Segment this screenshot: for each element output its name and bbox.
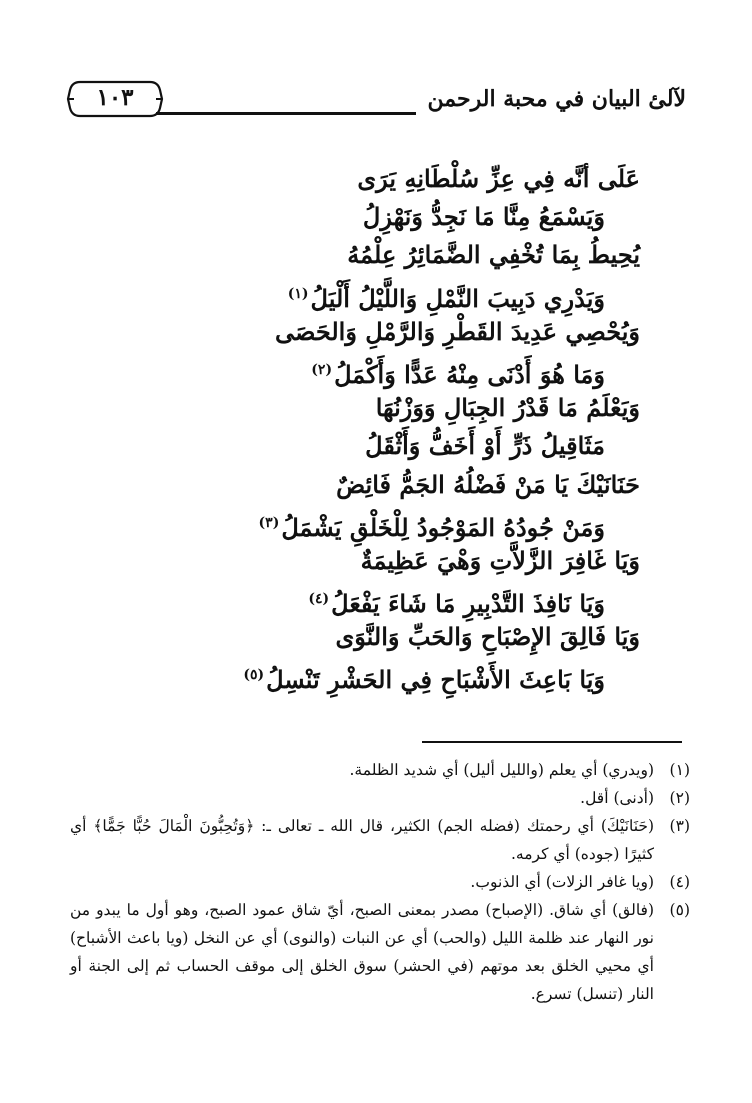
verse-hemistich-second [70,198,640,236]
verse-hemistich-second [70,580,640,618]
footnote-number: (٥) [669,901,690,919]
page-number: ١٠٣ [96,84,134,111]
hemistich-text: وَمَا هُوَ أَدْنَى مِنْهُ عَدًّا وَأَكْمَلُ [334,359,605,389]
footnote-text: (ويا غافر الزلات) أي الذنوب. [470,873,654,891]
verse-hemistich-first: وَيَا فَالِقَ الإِصْبَاحِ وَالحَبِّ وَالنَّوَى [335,622,640,652]
footnote-number: (١) [669,761,690,779]
footnote-text: (أدنى) أقل. [580,789,654,807]
verse-hemistich-first: وَيُحْصِي عَدِيدَ القَطْرِ وَالرَّمْلِ وَالحَصَى [275,316,640,346]
footnote-text: (ويدري) أي يعلم (والليل أليل) أي شديد الظلمة. [349,761,654,779]
footnote-number: (٣) [669,817,690,835]
footnote-number: (٢) [669,789,690,807]
verse-hemistich-second [70,427,640,465]
verse-hemistich-second [70,656,640,694]
footnote [70,896,690,1008]
verse-hemistich-first: وَيَعْلَمُ مَا قَدْرُ الجِبَالِ وَوَزْنُهَا [375,393,640,423]
poem [70,160,640,695]
footnote-ref: (١) [287,285,309,302]
verse-hemistich-first: يُحِيطُ بِمَا تُخْفِي الضَّمَائِرُ عِلْمُهُ [347,240,640,270]
running-header [66,78,686,128]
footnote-ref: (٣) [258,514,280,531]
hemistich-text: وَيَسْمَعُ مِنَّا مَا نَجِدُّ وَنَهْزِلُ [362,202,605,232]
footnote-ref: (٢) [311,361,333,378]
verse-hemistich-second [70,504,640,542]
verse-hemistich-first: حَنَانَيْكَ يَا مَنْ فَضْلُهُ الجَمُّ فَائِضٌ [336,469,640,499]
footnote-ref: (٥) [243,667,265,684]
verse-hemistich-first: وَيَا غَافِرَ الزَّلاَّتِ وَهْيَ عَظِيمَةٌ [360,545,640,575]
book-title: لآلئ البيان في محبة الرحمن [427,86,686,112]
verse-hemistich-second [70,275,640,313]
footnote-text: (حَنَانَيْكَ) أي رحمتك (فضله الجم) الكثير، قال الله ـ تعالى ـ: ﴿وَتُحِبُّونَ الْمَالَ حُبًّا جَمًّا﴾ أي كثيرًا (جوده) أي كرمه. [70,817,654,863]
footnote [70,868,690,896]
footnote-number: (٤) [669,873,690,891]
footnote-separator [422,741,682,743]
footnote [70,784,690,812]
hemistich-text: مَثَاقِيلُ ذَرٍّ أَوْ أَخَفُّ وَأَثْقَلُ [365,431,605,461]
hemistich-text: وَيَا نَافِذَ التَّدْبِيرِ مَا شَاءَ يَفْعَلُ [331,589,605,619]
header-rule [156,112,416,115]
hemistich-text: وَيَا بَاعِثَ الأَشْبَاحِ فِي الحَشْرِ تَنْسِلُ [266,665,605,695]
hemistich-text: وَيَدْرِي دَبِيبَ النَّمْلِ وَاللَّيْلُ أَلْيَلُ [310,283,605,313]
footnote [70,756,690,784]
verse-hemistich-first: عَلَى أنَّه فِي عِزِّ سُلْطَانِهِ يَرَى [357,164,640,193]
verse-hemistich-second [70,351,640,389]
hemistich-text: وَمَنْ جُودُهُ المَوْجُودُ لِلْخَلْقِ يَشْمَلُ [281,512,605,542]
footnote-text: (فالق) أي شاق. (الإصباح) مصدر بمعنى الصبح، أيّ شاق عمود الصبح، وهو أول ما يبدو من نور النهار عند ظلمة الليل (والحب) أي عن النبات (والنوى) أي عن النخل (ويا باعث الأشباح) أي محيي الخلق بعد موتهم (في الحشر) سوق الخلق إلى موقف الحساب ثم إلى الجنة أو النار (تنسل) تسرع. [70,901,654,1003]
footnote-ref: (٤) [308,591,330,608]
footnote [70,812,690,868]
page-number-badge [66,78,164,120]
footnotes [70,756,690,1008]
